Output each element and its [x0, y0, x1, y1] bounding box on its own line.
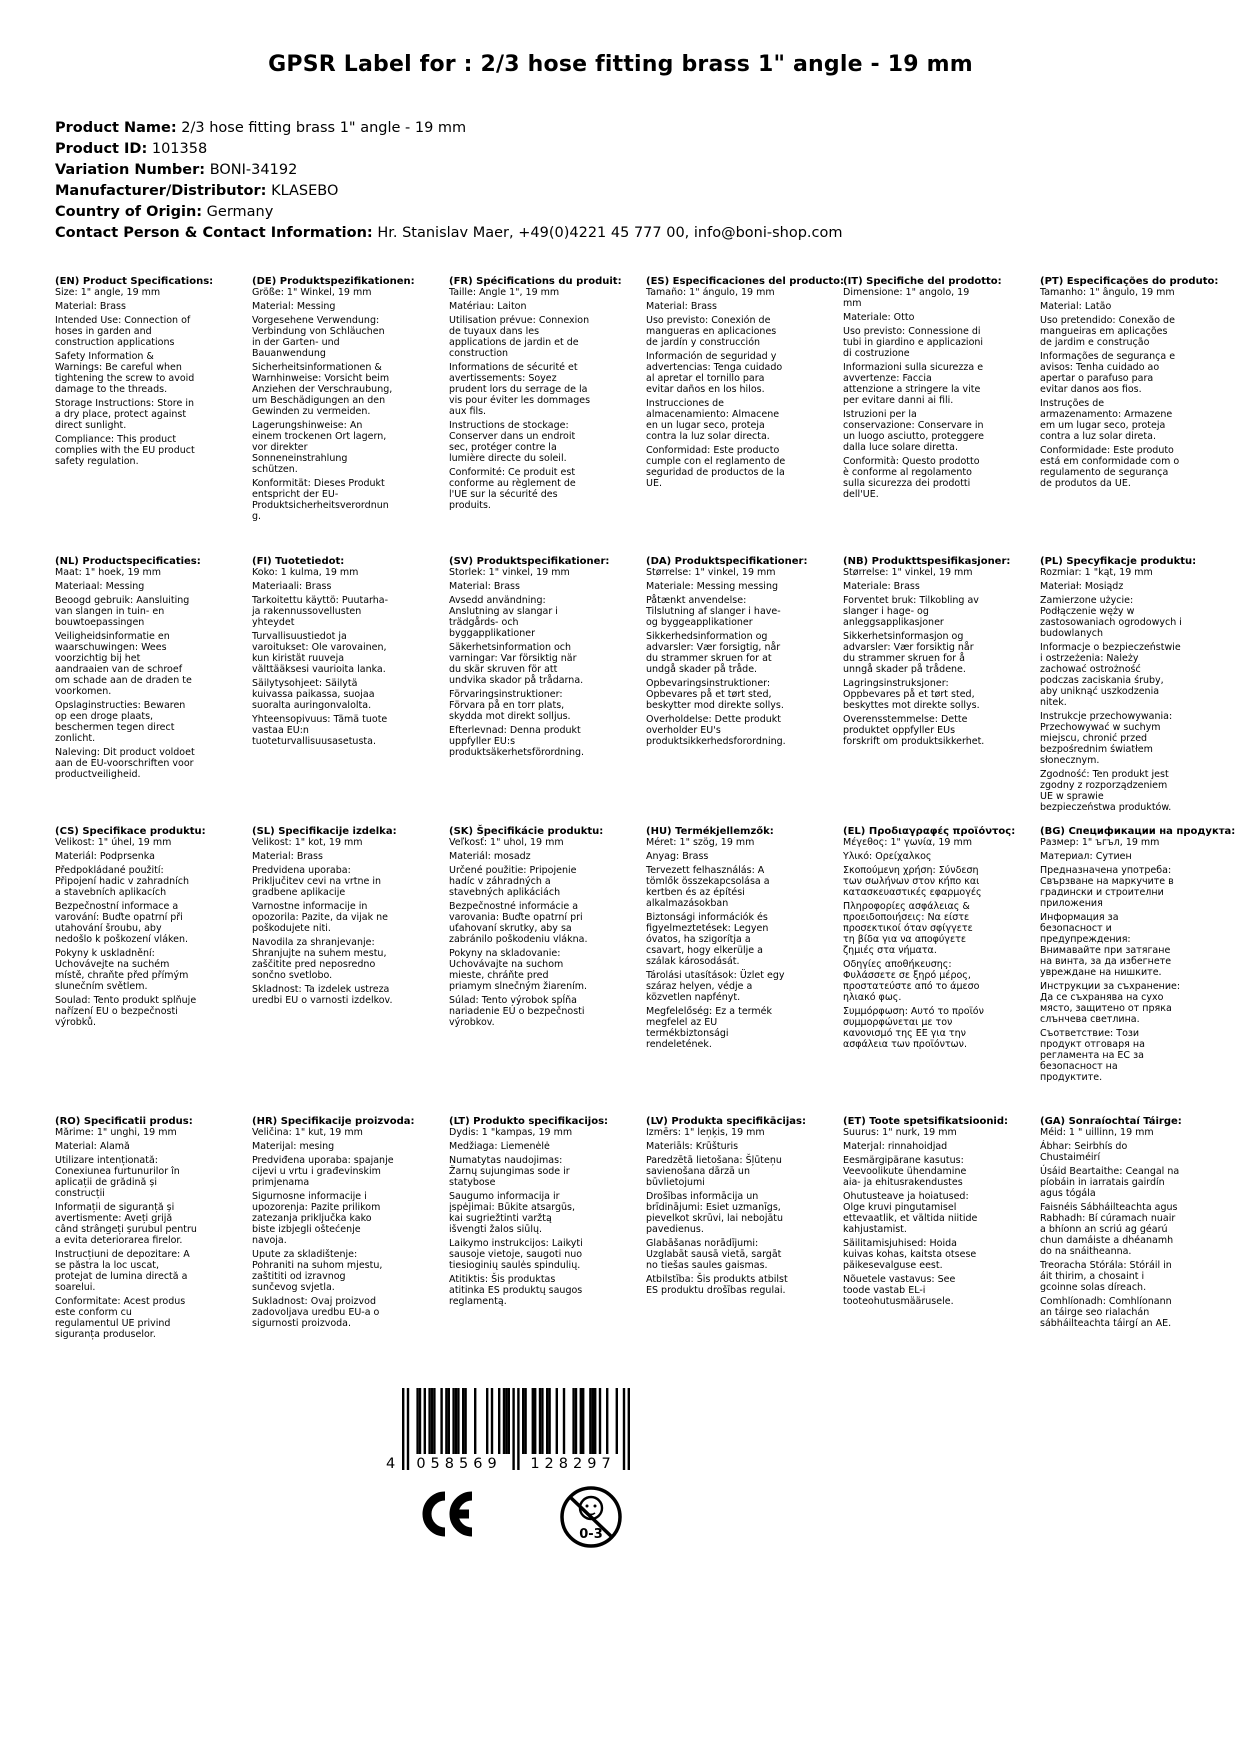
block-paragraph: Conformidad: Este producto cumple con el reglamento de seguridad de productos de la UE.: [646, 445, 786, 489]
block-paragraph: Οδηγίες αποθήκευσης: Φυλάσσετε σε ξηρό μέρος, προστατεύστε από το άμεσο ηλιακό φως.: [843, 959, 980, 1003]
block-paragraph: Instructions de stockage: Conserver dans un endroit sec, protéger contre la lumière directe du soleil.: [449, 420, 576, 464]
block-heading: (PT) Especificações do produto:: [1040, 276, 1219, 287]
info-value: BONI-34192: [205, 162, 298, 178]
age-warning-label: 0-3: [579, 1527, 603, 1542]
block-paragraph: Uso pretendido: Conexão de mangueiras em aplicações de jardim e construção: [1040, 315, 1175, 348]
info-label: Contact Person & Contact Information:: [55, 225, 373, 241]
block-paragraph: Säkerhetsinformation och varningar: Var försiktig när du skär skruven för att undvika skador på trådarna.: [449, 642, 584, 686]
block-paragraph: Sigurnosne informacije i upozorenja: Pazite prilikom zatezanja priključka kako biste izbjegli oštećenje navoja.: [252, 1191, 381, 1246]
lang-block-hu: [646, 826, 829, 1116]
ean13-barcode: [386, 1388, 630, 1484]
block-paragraph: Veličina: 1" kut, 19 mm: [252, 1127, 363, 1138]
block-paragraph: Méret: 1" szög, 19 mm: [646, 837, 755, 848]
block-paragraph: Tervezett felhasználás: A tömlők összekapcsolása a kertben és az építési alkalmazásokban: [646, 865, 770, 909]
block-paragraph: Úsáid Beartaithe: Ceangal na píobáin in iarratais gairdín agus tógála: [1040, 1166, 1180, 1199]
block-paragraph: Intended Use: Connection of hoses in garden and construction applications: [55, 315, 191, 348]
block-paragraph: Comhlíonadh: Comhlíonann an táirge seo rialachán sábháilteachta táirgí an AE.: [1040, 1296, 1172, 1329]
block-paragraph: Förvaringsinstruktioner: Förvara på en torr plats, skydda mot direkt solljus.: [449, 689, 571, 722]
block-paragraph: Storlek: 1" vinkel, 19 mm: [449, 567, 570, 578]
block-heading: (HR) Specifikacije proizvoda:: [252, 1116, 415, 1127]
block-heading: (BG) Спецификации на продукта:: [1040, 826, 1236, 837]
lang-block-nb: [843, 556, 1026, 826]
lang-block-bg: [1040, 826, 1236, 1116]
block-heading: (EL) Προδιαγραφές προϊόντος:: [843, 826, 1016, 837]
block-paragraph: Anyag: Brass: [646, 851, 709, 862]
block-paragraph: Ábhar: Seirbhís do Chustaiméirí: [1040, 1141, 1128, 1163]
block-paragraph: Dimensione: 1" angolo, 19 mm: [843, 287, 970, 309]
block-paragraph: Súlad: Tento výrobok spĺňa nariadenie EÚ o bezpečnosti výrobkov.: [449, 995, 585, 1028]
block-paragraph: Säilitamisjuhised: Hoida kuivas kohas, kaitsta otsese päikesevalguse eest.: [843, 1238, 977, 1271]
info-value: 101358: [147, 141, 208, 157]
block-paragraph: Información de seguridad y advertencias: Tenga cuidado al apretar el tornillo para evitar daños en los hilos.: [646, 351, 783, 395]
barcode-digits: [386, 1456, 630, 1476]
block-paragraph: Upute za skladištenje: Pohraniti na suhom mjestu, zaštititi od izravnog sunčevog svjetla.: [252, 1249, 383, 1293]
block-paragraph: Dydis: 1 "kampas, 19 mm: [449, 1127, 573, 1138]
block-heading: (ES) Especificaciones del producto:: [646, 276, 845, 287]
info-value: Hr. Stanislav Maer, +49(0)4221 45 777 00, info@boni-shop.com: [372, 225, 843, 241]
language-specs-grid: [55, 276, 1236, 1340]
block-heading: (LV) Produkta specifikācijas:: [646, 1116, 806, 1127]
block-paragraph: Sukladnost: Ovaj proizvod zadovoljava uredbu EU-a o sigurnosti proizvoda.: [252, 1296, 380, 1329]
block-paragraph: Størrelse: 1" vinkel, 19 mm: [843, 567, 973, 578]
block-heading: (SK) Špecifikácie produktu:: [449, 826, 604, 837]
block-paragraph: Informații de siguranță și avertismente: Aveți grijă când strângeți șurubul pentru a evita deteriorarea firelor.: [55, 1202, 197, 1246]
lang-block-hr: [252, 1116, 435, 1340]
lang-block-sl: [252, 826, 435, 1116]
product-info-row: [55, 223, 843, 244]
block-heading: (SL) Specifikacije izdelka:: [252, 826, 397, 837]
lang-block-pl: [1040, 556, 1223, 826]
block-paragraph: Информация за безопасност и предупреждения: Внимавайте при затягане на винта, за да избегнете увреждане на нишките.: [1040, 912, 1172, 978]
block-paragraph: Veiligheidsinformatie en waarschuwingen: Wees voorzichtig bij het aandraaien van de schroef om schade aan de draden te voorkomen.: [55, 631, 192, 697]
lang-block-es: [646, 276, 845, 556]
block-paragraph: Predviđena uporaba: spajanje cijevi u vrtu i građevinskim primjenama: [252, 1155, 394, 1188]
block-paragraph: Ohutusteave ja hoiatused: Olge kruvi pingutamisel ettevaatlik, et vältida niitide kahjustamist.: [843, 1191, 978, 1235]
lang-block-el: [843, 826, 1026, 1116]
block-paragraph: Informazioni sulla sicurezza e avvertenze: Faccia attenzione a stringere la vite per evitare danni ai fili.: [843, 362, 984, 406]
lang-block-da: [646, 556, 829, 826]
info-label: Variation Number:: [55, 162, 206, 178]
block-paragraph: Megfelelőség: Ez a termék megfelel az EU termékbiztonsági rendeletének.: [646, 1006, 773, 1050]
block-paragraph: Instrucciones de almacenamiento: Almacene en un lugar seco, proteja contra la luz solar directa.: [646, 398, 780, 442]
block-paragraph: Veľkosť: 1" uhol, 19 mm: [449, 837, 564, 848]
block-paragraph: Zamierzone użycie: Podłączenie węży w zastosowaniach ogrodowych i budowlanych: [1040, 595, 1182, 639]
block-paragraph: Størrelse: 1" vinkel, 19 mm: [646, 567, 776, 578]
block-heading: (EN) Product Specifications:: [55, 276, 214, 287]
block-paragraph: Mărime: 1" unghi, 19 mm: [55, 1127, 177, 1138]
block-paragraph: Material: Messing: [252, 301, 336, 312]
block-paragraph: Compliance: This product complies with the EU product safety regulation.: [55, 434, 195, 467]
block-heading: (RO) Specificatii produs:: [55, 1116, 193, 1127]
product-info-block: [55, 118, 843, 244]
block-paragraph: Paredzētā lietošana: Šļūteņu savienošana dārzā un būvlietojumi: [646, 1155, 782, 1188]
block-paragraph: Размер: 1" ъгъл, 19 mm: [1040, 837, 1160, 848]
block-paragraph: Påtænkt anvendelse: Tilslutning af slanger i have- og byggeapplikationer: [646, 595, 781, 628]
block-paragraph: Größe: 1" Winkel, 19 mm: [252, 287, 372, 298]
block-paragraph: Informações de segurança e avisos: Tenha cuidado ao apertar o parafuso para evitar danos aos fios.: [1040, 351, 1176, 395]
block-paragraph: Soulad: Tento produkt splňuje nařízení EU o bezpečnosti výrobků.: [55, 995, 197, 1028]
product-info-row: [55, 160, 843, 181]
block-paragraph: Συμμόρφωση: Αυτό το προϊόν συμμορφώνεται με τον κανονισμό της ΕΕ για την ασφάλεια των προϊόντων.: [843, 1006, 984, 1050]
product-info-row: [55, 202, 843, 223]
block-paragraph: Bezpečnostné informácie a varovania: Buďte opatrní pri uťahovaní skrutky, aby sa zabránilo poškodeniu vlákna.: [449, 901, 588, 945]
barcode-right-digits: 128297: [530, 1456, 616, 1472]
block-paragraph: Μέγεθος: 1" γωνία, 19 mm: [843, 837, 972, 848]
lang-block-fi: [252, 556, 435, 826]
block-paragraph: Medžiaga: Liemenėlė: [449, 1141, 550, 1152]
block-paragraph: Utilizare intenționată: Conexiunea furtunurilor în aplicații de grădină și construcții: [55, 1155, 180, 1199]
product-info-row: [55, 139, 843, 160]
block-paragraph: Taille: Angle 1", 19 mm: [449, 287, 560, 298]
block-paragraph: Atitiktis: Šis produktas atitinka ES produktų saugos reglamentą.: [449, 1274, 583, 1307]
lang-block-nl: [55, 556, 238, 826]
block-paragraph: Biztonsági információk és figyelmeztetések: Legyen óvatos, ha szigorítja a csavart, hogy elkerülje a szálak károsodását.: [646, 912, 769, 967]
block-paragraph: Υλικό: Ορείχαλκος: [843, 851, 932, 862]
barcode-left-digits: 058569: [416, 1456, 502, 1472]
block-paragraph: Navodila za shranjevanje: Shranjujte na suhem mestu, zaščitite pred neposredno sončno svetlobo.: [252, 937, 387, 981]
block-paragraph: Zgodność: Ten produkt jest zgodny z rozporządzeniem UE w sprawie bezpieczeństwa produktów.: [1040, 769, 1172, 813]
block-paragraph: Instruções de armazenamento: Armazene em um lugar seco, proteja contra a luz solar direta.: [1040, 398, 1173, 442]
barcode-lead-digit: 4: [386, 1456, 396, 1472]
lang-block-cs: [55, 826, 238, 1116]
block-heading: (HU) Termékjellemzők:: [646, 826, 774, 837]
block-paragraph: Velikost: 1" kot, 19 mm: [252, 837, 363, 848]
block-paragraph: Sicherheitsinformationen & Warnhinweise: Vorsicht beim Anziehen der Verschraubung, um Beschädigungen an den Gewinden zu vermeiden.: [252, 362, 393, 417]
block-paragraph: Material: Brass: [55, 301, 126, 312]
block-paragraph: Material: Brass: [449, 581, 520, 592]
block-paragraph: Rozmiar: 1 "kąt, 19 mm: [1040, 567, 1153, 578]
block-paragraph: Materiál: mosadz: [449, 851, 531, 862]
block-paragraph: Méid: 1 " uillinn, 19 mm: [1040, 1127, 1154, 1138]
block-paragraph: Opbevaringsinstruktioner: Opbevares på et tørt sted, beskytter mod direkte sollys.: [646, 678, 784, 711]
block-paragraph: Σκοπούμενη χρήση: Σύνδεση των σωλήνων στον κήπο και κατασκευαστικές εφαρμογές: [843, 865, 982, 898]
block-paragraph: Utilisation prévue: Connexion de tuyaux dans les applications de jardin et de construction: [449, 315, 590, 359]
block-paragraph: Materiaali: Brass: [252, 581, 332, 592]
block-paragraph: Инструкции за съхранение: Да се съхранява на сухо място, защитено от пряка слънчева светлина.: [1040, 981, 1181, 1025]
block-heading: (SV) Produktspecifikationer:: [449, 556, 610, 567]
block-paragraph: Avsedd användning: Anslutning av slangar i trädgårds- och byggapplikationer: [449, 595, 558, 639]
block-paragraph: Tamaño: 1" ángulo, 19 mm: [646, 287, 775, 298]
lang-block-de: [252, 276, 435, 556]
block-heading: (NB) Produkttspesifikasjoner:: [843, 556, 1011, 567]
block-paragraph: Atbilstība: Šis produkts atbilst ES produktu drošības regulai.: [646, 1274, 788, 1296]
block-paragraph: Materiał: Mosiądz: [1040, 581, 1124, 592]
block-heading: (PL) Specyfikacje produktu:: [1040, 556, 1197, 567]
block-paragraph: Materiale: Otto: [843, 312, 915, 323]
block-paragraph: Lagerungshinweise: An einem trockenen Ort lagern, vor direkter Sonneneinstrahlung schützen.: [252, 420, 387, 475]
block-paragraph: Storage Instructions: Store in a dry place, protect against direct sunlight.: [55, 398, 194, 431]
info-label: Product Name:: [55, 120, 177, 136]
block-paragraph: Suurus: 1" nurk, 19 mm: [843, 1127, 957, 1138]
block-paragraph: Materiale: Messing messing: [646, 581, 778, 592]
lang-block-ro: [55, 1116, 238, 1340]
block-heading: (DE) Produktspezifikationen:: [252, 276, 415, 287]
block-paragraph: Předpokládané použití: Připojení hadic v zahradních a stavebních aplikacích: [55, 865, 190, 898]
block-paragraph: Conformidade: Este produto está em conformidade com o regulamento de segurança de produtos da UE.: [1040, 445, 1180, 489]
block-paragraph: Tárolási utasítások: Üzlet egy száraz helyen, védje a közvetlen napfényt.: [646, 970, 785, 1003]
block-paragraph: Instrucțiuni de depozitare: A se păstra la loc uscat, protejat de lumina directă a soarelui.: [55, 1249, 190, 1293]
block-paragraph: Informations de sécurité et avertissements: Soyez prudent lors du serrage de la vis pour éviter les dommages aux fils.: [449, 362, 591, 417]
block-paragraph: Instrukcje przechowywania: Przechowywać w suchym miejscu, chronić przed bezpośrednim światłem słonecznym.: [1040, 711, 1173, 766]
age-warning-0-3-icon: [558, 1482, 624, 1552]
block-paragraph: Drošības informācija un brīdinājumi: Esiet uzmanīgs, pievelkot skrūvi, lai nebojātu pavedienus.: [646, 1191, 784, 1235]
info-value: 2/3 hose fitting brass 1" angle - 19 mm: [176, 120, 467, 136]
block-paragraph: Predvidena uporaba: Priključitev cevi na vrtne in gradbene aplikacije: [252, 865, 381, 898]
block-paragraph: Conformità: Questo prodotto è conforme al regolamento sulla sicurezza dei prodotti dell'UE.: [843, 456, 980, 500]
block-paragraph: Material: Latão: [1040, 301, 1112, 312]
block-paragraph: Naleving: Dit product voldoet aan de EU-voorschriften voor productveiligheid.: [55, 747, 195, 780]
block-heading: (GA) Sonraíochtaí Táirge:: [1040, 1116, 1182, 1127]
block-heading: (ET) Toote spetsifikatsioonid:: [843, 1116, 1009, 1127]
block-paragraph: Saugumo informacija ir įspėjimai: Būkite atsargūs, kai sugriežtinti varžtą išvengti žalos siūlų.: [449, 1191, 576, 1235]
info-label: Product ID:: [55, 141, 148, 157]
lang-block-ga: [1040, 1116, 1223, 1340]
block-paragraph: Faisnéis Sábháilteachta agus Rabhadh: Bí cúramach nuair a bhíonn an scriú ag géarú chun damáiste a dhéanamh do na snáitheanna.: [1040, 1202, 1178, 1257]
block-paragraph: Eesmärgipärane kasutus: Veevoolikute ühendamine aia- ja ehitusrakendustes: [843, 1155, 967, 1188]
lang-block-en: [55, 276, 238, 556]
block-paragraph: Vorgesehene Verwendung: Verbindung von Schläuchen in der Garten- und Bauanwendung: [252, 315, 385, 359]
block-paragraph: Glabāšanas norādījumi: Uzglabāt sausā vietā, sargāt no tiešas saules gaismas.: [646, 1238, 782, 1271]
block-paragraph: Sikkerhedsinformation og advarsler: Vær forsigtig, når du strammer skruen for at undgå skader på tråde.: [646, 631, 781, 675]
product-info-row: [55, 118, 843, 139]
block-paragraph: Turvallisuustiedot ja varoitukset: Ole varovainen, kun kiristät ruuveja välttääksesi vaurioita lanka.: [252, 631, 387, 675]
lang-block-et: [843, 1116, 1026, 1340]
product-info-row: [55, 181, 843, 202]
block-paragraph: Sikkerhetsinformasjon og advarsler: Vær forsiktig når du strammer skruen for å unngå skader på trådene.: [843, 631, 974, 675]
block-paragraph: Velikost: 1" úhel, 19 mm: [55, 837, 172, 848]
block-paragraph: Efterlevnad: Denna produkt uppfyller EU:s produktsäkerhetsförordning.: [449, 725, 585, 758]
block-paragraph: Materiál: Podprsenka: [55, 851, 155, 862]
block-paragraph: Materijal: mesing: [252, 1141, 335, 1152]
block-heading: (IT) Specifiche del prodotto:: [843, 276, 1002, 287]
block-paragraph: Materiāls: Krūšturis: [646, 1141, 739, 1152]
block-paragraph: Size: 1" angle, 19 mm: [55, 287, 161, 298]
block-paragraph: Beoogd gebruik: Aansluiting van slangen in tuin- en bouwtoepassingen: [55, 595, 190, 628]
lang-block-sv: [449, 556, 632, 826]
block-heading: (FR) Spécifications du produit:: [449, 276, 622, 287]
block-paragraph: Izmērs: 1" leņķis, 19 mm: [646, 1127, 765, 1138]
lang-block-sk: [449, 826, 632, 1116]
block-paragraph: Overensstemmelse: Dette produktet oppfyller EUs forskrift om produktsikkerhet.: [843, 714, 985, 747]
block-paragraph: Materiaal: Messing: [55, 581, 145, 592]
block-paragraph: Pokyny na skladovanie: Uchovávajte na suchom mieste, chráňte pred priamym slnečným žiarením.: [449, 948, 588, 992]
block-paragraph: Предназначена употреба: Свързване на маркучите в градински и строителни приложения: [1040, 865, 1174, 909]
block-paragraph: Conformité: Ce produit est conforme au règlement de l'UE sur la sécurité des produits.: [449, 467, 576, 511]
block-paragraph: Съответствие: Този продукт отговаря на регламента на ЕС за безопасност на продуктите.: [1040, 1028, 1145, 1083]
block-paragraph: Určené použitie: Pripojenie hadíc v záhradných a stavebných aplikáciách: [449, 865, 577, 898]
block-paragraph: Overholdelse: Dette produkt overholder EU's produktsikkerhedsforordning.: [646, 714, 786, 747]
block-heading: (FI) Tuotetiedot:: [252, 556, 345, 567]
lang-block-fr: [449, 276, 632, 556]
block-paragraph: Bezpečnostní informace a varování: Buďte opatrní při utahování šroubu, aby nedošlo k poškození vláken.: [55, 901, 189, 945]
info-value: Germany: [202, 204, 274, 220]
block-paragraph: Koko: 1 kulma, 19 mm: [252, 567, 359, 578]
block-heading: (CS) Specifikace produktu:: [55, 826, 206, 837]
block-paragraph: Safety Information & Warnings: Be careful when tightening the screw to avoid damage to the threads.: [55, 351, 195, 395]
block-paragraph: Uso previsto: Conexión de mangueras en aplicaciones de jardín y construcción: [646, 315, 777, 348]
block-paragraph: Informacje o bezpieczeństwie i ostrzeżenia: Należy zachować ostrożność podczas zaciskania śruby, aby uniknąć uszkodzenia nitek.: [1040, 642, 1181, 708]
block-paragraph: Tamanho: 1" ângulo, 19 mm: [1040, 287, 1175, 298]
block-paragraph: Pokyny k uskladnění: Uchovávejte na suchém místě, chraňte před přímým slunečním světlem.: [55, 948, 189, 992]
block-paragraph: Skladnost: Ta izdelek ustreza uredbi EU o varnosti izdelkov.: [252, 984, 393, 1006]
info-label: Country of Origin:: [55, 204, 203, 220]
block-paragraph: Yhteensopivuus: Tämä tuote vastaa EU:n tuoteturvallisuusasetusta.: [252, 714, 388, 747]
block-paragraph: Konformität: Dieses Produkt entspricht der EU-Produktsicherheitsverordnung.: [252, 478, 389, 522]
block-paragraph: Tarkoitettu käyttö: Puutarha- ja rakennussovellusten yhteydet: [252, 595, 389, 628]
lang-block-pt: [1040, 276, 1223, 556]
block-heading: (NL) Productspecificaties:: [55, 556, 201, 567]
block-paragraph: Uso previsto: Connessione di tubi in giardino e applicazioni di costruzione: [843, 326, 984, 359]
block-paragraph: Material: Brass: [252, 851, 323, 862]
block-paragraph: Varnostne informacije in opozorila: Pazite, da vijak ne poškodujete niti.: [252, 901, 389, 934]
block-paragraph: Material: Alamă: [55, 1141, 130, 1152]
block-paragraph: Πληροφορίες ασφάλειας & προειδοποιήσεις: Να είστε προσεκτικοί όταν σφίγγετε τη βίδα για να αποφύγετε ζημιές στα νήματα.: [843, 901, 973, 956]
block-paragraph: Matériau: Laiton: [449, 301, 527, 312]
block-paragraph: Material: Brass: [646, 301, 717, 312]
info-label: Manufacturer/Distributor:: [55, 183, 267, 199]
block-paragraph: Laikymo instrukcijos: Laikyti sausoje vietoje, saugoti nuo tiesioginių saulės spindulių.: [449, 1238, 583, 1271]
block-paragraph: Opslaginstructies: Bewaren op een droge plaats, beschermen tegen direct zonlicht.: [55, 700, 186, 744]
block-paragraph: Lagringsinstruksjoner: Oppbevares på et tørt sted, beskyttes mot direkte sollys.: [843, 678, 980, 711]
page-title: GPSR Label for : 2/3 hose fitting brass 1" angle - 19 mm: [268, 52, 973, 77]
lang-block-lt: [449, 1116, 632, 1340]
block-paragraph: Materjal: rinnahoidjad: [843, 1141, 948, 1152]
block-paragraph: Forventet bruk: Tilkobling av slanger i hage- og anleggsapplikasjoner: [843, 595, 979, 628]
block-heading: (DA) Produktspecifikationer:: [646, 556, 808, 567]
block-paragraph: Treoracha Stórála: Stóráil in áit thirim, a chosaint i gcoinne solas díreach.: [1040, 1260, 1172, 1293]
block-paragraph: Conformitate: Acest produs este conform cu regulamentul UE privind siguranța produselor.: [55, 1296, 186, 1340]
block-paragraph: Материал: Сутиен: [1040, 851, 1132, 862]
block-paragraph: Materiale: Brass: [843, 581, 920, 592]
block-paragraph: Istruzioni per la conservazione: Conservare in un luogo asciutto, proteggere dalla luce solare diretta.: [843, 409, 984, 453]
block-heading: (LT) Produkto specifikacijos:: [449, 1116, 609, 1127]
lang-block-it: [843, 276, 1026, 556]
ce-mark-icon: [412, 1490, 476, 1538]
block-paragraph: Maat: 1" hoek, 19 mm: [55, 567, 162, 578]
block-paragraph: Säilytysohjeet: Säilytä kuivassa paikassa, suojaa suoralta auringonvalolta.: [252, 678, 375, 711]
block-paragraph: Numatytas naudojimas: Žarnų sujungimas sode ir statybose: [449, 1155, 570, 1188]
block-paragraph: Nõuetele vastavus: See toode vastab EL-i tooteohutusmäärusele.: [843, 1274, 956, 1307]
info-value: KLASEBO: [266, 183, 339, 199]
lang-block-lv: [646, 1116, 829, 1340]
label-footer: [386, 1388, 690, 1558]
